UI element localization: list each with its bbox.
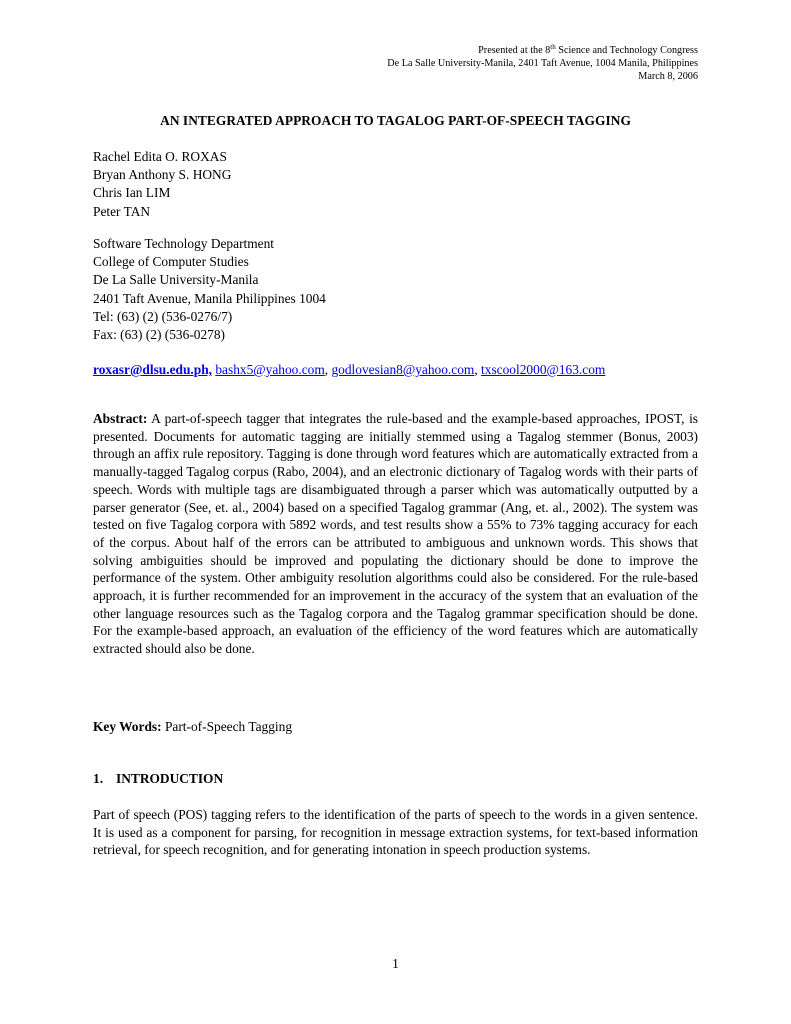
header-line-2: De La Salle University-Manila, 2401 Taft Avenue, 1004 Manila, Philippines: [387, 58, 698, 69]
abstract-label: Abstract:: [93, 411, 148, 426]
author-name: Bryan Anthony S. HONG: [93, 167, 232, 183]
email-link-2[interactable]: bashx5@yahoo.com: [215, 362, 325, 377]
paper-title: AN INTEGRATED APPROACH TO TAGALOG PART-OF-SPEECH TAGGING: [160, 113, 631, 128]
email-separator: ,: [324, 362, 332, 377]
affiliation-line: Tel: (63) (2) (536-0276/7): [93, 308, 233, 324]
email-link-1[interactable]: roxasr@dlsu.edu.ph,: [93, 362, 212, 377]
introduction-paragraph: Part of speech (POS) tagging refers to the identification of the parts of speech to the words in a given sentence. It is used as a component for parsing, for recognition in message extraction systems, for text-based information retrieval, for speech recognition, and for generating intonation in speech production systems.: [93, 807, 698, 858]
abstract-text: A part-of-speech tagger that integrates the rule-based and the example-based approaches, IPOST, is presented. Documents for automatic tagging are initially stemmed using a Tagalog stemmer (Bonus, 2003) through an affix rule repository. Tagging is done through word features which are automatically extracted from a manually-tagged Tagalog corpus (Rabo, 2004), and an electronic dictionary of Tagalog words with their parts of speech. Words with multiple tags are disambiguated through a parser which was automatically outputted by a parser generator (See, et. al., 2004) based on a specified Tagalog grammar (Ang, et. al., 2002). The system was tested on five Tagalog corpora with 5892 words, and test results show a 55% to 73% tagging accuracy for each of the corpus. About half of the errors can be attributed to ambiguous and unknown words. This shows that solving ambiguities should be improved and populating the dictionary should be done to improve the performance of the system. Other ambiguity resolution algorithms could also be considered. For the rule-based approach, it is further recommended for an improvement in the accuracy of the system that an evaluation of the other language resources such as the Tagalog corpora and the Tagalog grammar specification should be done. For the example-based approach, an evaluation of the efficiency of the word features which are automatically extracted should also be done.: [93, 411, 699, 657]
author-name: Peter TAN: [93, 203, 151, 219]
keywords-text: Part-of-Speech Tagging: [164, 719, 293, 734]
section-number: 1.: [93, 771, 104, 786]
header-line-1-pre: Presented at the 8: [478, 45, 551, 56]
author-list: [93, 148, 698, 221]
affiliation-line: 2401 Taft Avenue, Manila Philippines 1004: [93, 290, 326, 306]
running-header: [138, 44, 698, 83]
affiliation-block: [93, 235, 698, 344]
page-number: 1: [392, 956, 399, 971]
affiliation-line: Software Technology Department: [93, 236, 275, 251]
header-line-3: March 8, 2006: [638, 71, 698, 82]
email-link-3[interactable]: godlovesian8@yahoo.com: [331, 362, 475, 377]
email-separator: ,: [474, 362, 482, 377]
email-link-4[interactable]: txscool2000@163.com: [481, 362, 606, 377]
header-line-1: [138, 44, 698, 57]
abstract-paragraph: [93, 410, 698, 658]
header-line-1-post: Science and Technology Congress: [555, 45, 698, 56]
affiliation-line: Fax: (63) (2) (536-0278): [93, 327, 226, 343]
author-name: Chris Ian LIM: [93, 185, 171, 201]
header-line-1-sup: th: [550, 43, 556, 51]
section-heading: [93, 770, 698, 788]
email-list: [93, 361, 698, 379]
affiliation-line: De La Salle University-Manila: [93, 272, 259, 288]
keywords-label: Key Words:: [93, 719, 162, 734]
author-name: Rachel Edita O. ROXAS: [93, 149, 227, 164]
section-title: INTRODUCTION: [116, 771, 224, 786]
keywords-line: [93, 718, 698, 736]
affiliation-line: College of Computer Studies: [93, 254, 249, 270]
